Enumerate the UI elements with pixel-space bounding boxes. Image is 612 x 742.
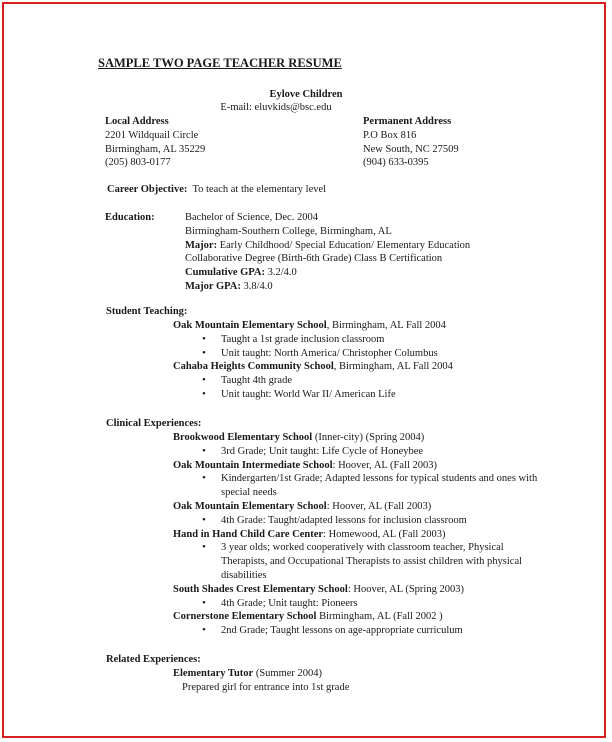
list-item: • Unit taught: North America/ Christopher Columbus (173, 347, 551, 361)
experience-entry (173, 667, 349, 681)
address-line: (205) 803-0177 (105, 157, 171, 169)
degree: Bachelor of Science, Dec. 2004 (185, 212, 318, 223)
list-item: • Taught a 1st grade inclusion classroom (173, 333, 551, 347)
experience-entry (173, 610, 551, 624)
list-item: • 4th Grade: Taught/adapted lessons for inclusion classroom (173, 514, 551, 528)
address-line: (904) 633-0395 (363, 157, 429, 169)
address-line: 2201 Wildquail Circle (105, 129, 199, 141)
student-teaching-list (173, 319, 551, 402)
clinical-experiences-label: Clinical Experiences: (106, 418, 202, 429)
mgpa-line (185, 280, 470, 294)
cgpa-label: Cumulative GPA: (185, 267, 266, 279)
mgpa-label: Major GPA: (185, 280, 241, 292)
experience-entry (173, 319, 551, 333)
experience-entry (173, 459, 551, 473)
mgpa-value: 3.8/4.0 (243, 280, 273, 292)
related-experiences-list (173, 667, 349, 695)
org-detail: : Hoover, AL (Fall 2003) (326, 500, 432, 512)
school: Birmingham-Southern College, Birmingham, AL (185, 225, 392, 237)
local-address-heading: Local Address (105, 116, 169, 127)
bullet-list (173, 472, 551, 500)
major-value: Early Childhood/ Special Education/ Elementary Education (219, 239, 471, 251)
org-name: Elementary Tutor (173, 668, 254, 679)
experience-entry (173, 528, 551, 542)
org-name: Brookwood Elementary School (173, 432, 313, 443)
clinical-experiences-list (173, 431, 551, 638)
objective-label: Career Objective: (107, 184, 188, 195)
org-detail: (Inner-city) (Spring 2004) (312, 432, 425, 443)
experience-entry (173, 360, 551, 374)
org-name: Oak Mountain Intermediate School (173, 459, 333, 471)
list-item: • 3rd Grade; Unit taught: Life Cycle of Honeybee (173, 445, 551, 459)
bullet-list (173, 374, 551, 402)
education-details (185, 211, 470, 294)
bullet-list (173, 445, 551, 459)
bullet-list (173, 597, 551, 611)
org-name: Cahaba Heights Community School (173, 361, 334, 373)
org-detail: Birmingham, AL (Fall 2002 ) (316, 611, 443, 623)
org-detail: : Homewood, AL (Fall 2003) (323, 528, 446, 540)
bullet-list (173, 514, 551, 528)
experience-entry (173, 500, 551, 514)
org-detail: : Hoover, AL (Fall 2003) (332, 459, 438, 471)
list-item: • 3 year olds; worked cooperatively with classroom teacher, Physical Therapists, and Occupational Therapists to assist children with physical disabilities (173, 541, 551, 582)
address-line: P.O Box 816 (363, 129, 417, 141)
bullet-list (173, 333, 551, 361)
list-item: • Taught 4th grade (173, 374, 551, 388)
career-objective (107, 183, 326, 197)
experience-entry (173, 431, 551, 445)
list-item: • 4th Grade; Unit taught: Pioneers (173, 597, 551, 611)
org-detail: , Birmingham, AL Fall 2004 (326, 320, 446, 331)
org-name: Oak Mountain Elementary School (173, 320, 327, 331)
major-label: Major: (185, 239, 218, 251)
local-address (105, 115, 205, 170)
cgpa-value: 3.2/4.0 (267, 267, 297, 279)
list-item: • 2nd Grade; Taught lessons on age-appropriate curriculum (173, 624, 551, 638)
certification: Collaborative Degree (Birth-6th Grade) Class B Certification (185, 253, 443, 265)
major-line (185, 239, 470, 253)
experience-entry (173, 583, 551, 597)
org-detail: , Birmingham, AL Fall 2004 (333, 361, 453, 373)
address-line: Birmingham, AL 35229 (105, 143, 206, 155)
bullet-list (173, 624, 551, 638)
cgpa-line (185, 266, 470, 280)
permanent-address-heading: Permanent Address (363, 116, 452, 127)
candidate-name: Eylove Children (269, 89, 343, 100)
bullet-list (173, 541, 551, 582)
education-label: Education: (105, 212, 155, 223)
org-name: Cornerstone Elementary School (173, 611, 317, 623)
objective-text: To teach at the elementary level (192, 184, 327, 195)
list-item: • Unit taught: World War II/ American Life (173, 388, 551, 402)
related-experiences-label: Related Experiences: (106, 654, 201, 665)
resume-title: SAMPLE TWO PAGE TEACHER RESUME (98, 56, 342, 70)
org-detail: (Summer 2004) (253, 668, 323, 679)
permanent-address (363, 115, 459, 170)
experience-description: Prepared girl for entrance into 1st grade (182, 681, 350, 693)
address-line: New South, NC 27509 (363, 143, 459, 155)
org-name: South Shades Crest Elementary School (173, 583, 348, 595)
list-item: • Kindergarten/1st Grade; Adapted lessons for typical students and ones with special needs (173, 472, 551, 500)
org-name: Hand in Hand Child Care Center (173, 528, 324, 540)
student-teaching-label: Student Teaching: (106, 306, 188, 317)
org-detail: : Hoover, AL (Spring 2003) (347, 583, 464, 595)
org-name: Oak Mountain Elementary School (173, 500, 327, 512)
candidate-email: E-mail: eluvkids@bsc.edu (220, 102, 332, 113)
